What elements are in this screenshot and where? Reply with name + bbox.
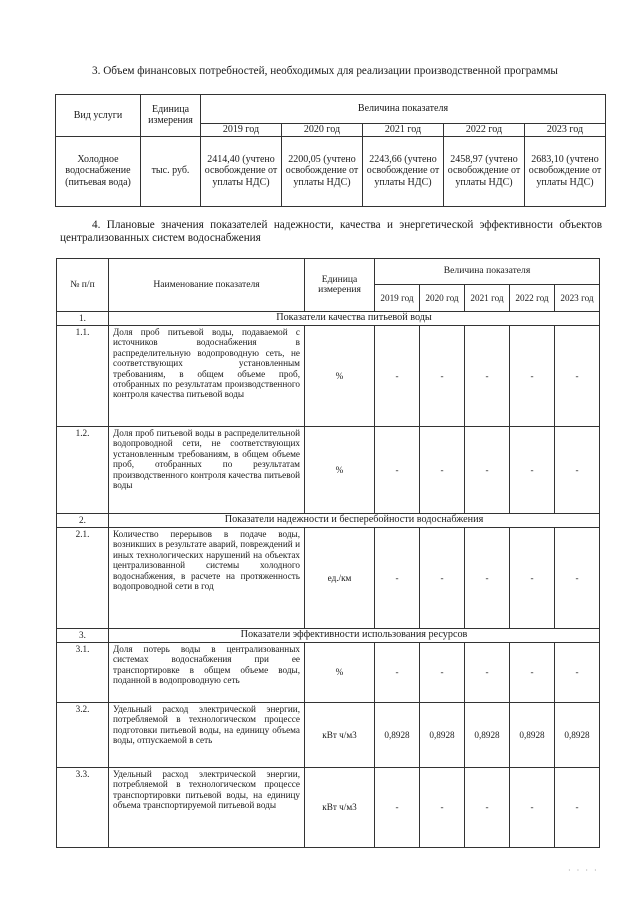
- indicator-value: 0,8928: [510, 703, 555, 768]
- section-title: Показатели надежности и бесперебойности водоснабжения: [109, 514, 600, 528]
- section-row: [57, 312, 600, 326]
- year-header: 2023 год: [525, 124, 606, 137]
- indicator-value: -: [375, 643, 420, 703]
- indicator-value: 0,8928: [555, 703, 600, 768]
- indicator-value: -: [375, 326, 420, 427]
- header-unit: Единица измерения: [305, 259, 375, 312]
- table-row: [57, 703, 600, 768]
- row-number: 2.1.: [57, 528, 109, 629]
- section-3-heading: [60, 65, 602, 78]
- year-header: 2022 год: [510, 285, 555, 312]
- year-header: 2022 год: [444, 124, 525, 137]
- row-number: 1.2.: [57, 427, 109, 514]
- header-service: Вид услуги: [56, 95, 141, 137]
- indicator-value: 0,8928: [420, 703, 465, 768]
- indicator-value: -: [510, 326, 555, 427]
- table-row: [57, 768, 600, 848]
- section-number: 3.: [57, 629, 109, 643]
- table-row: [57, 326, 600, 427]
- section-4-heading: [60, 219, 602, 245]
- indicator-unit: кВт ч/м3: [305, 703, 375, 768]
- indicator-value: 0,8928: [465, 703, 510, 768]
- indicator-name: Доля потерь воды в централизованных системах водоснабжения при ее транспортировке в общем объеме воды, поданной в водопроводную сеть: [109, 643, 305, 703]
- header-name: Наименование показателя: [109, 259, 305, 312]
- header-unit: Единица измерения: [141, 95, 201, 137]
- section-title: Показатели качества питьевой воды: [109, 312, 600, 326]
- header-value: Величина показателя: [201, 95, 606, 124]
- indicator-value: -: [555, 768, 600, 848]
- year-header: 2023 год: [555, 285, 600, 312]
- row-number: 1.1.: [57, 326, 109, 427]
- unit-value: тыс. руб.: [141, 136, 201, 206]
- indicator-name: Удельный расход электрической энергии, потребляемой в технологическом процессе транспортировки питьевой воды, на единицу объема транспортируемой питьевой воды: [109, 768, 305, 848]
- section-4-number: 4.: [92, 219, 101, 231]
- financial-value: 2414,40 (учтено освобождение от уплаты НДС): [201, 136, 282, 206]
- indicator-value: -: [375, 528, 420, 629]
- indicator-value: -: [465, 326, 510, 427]
- financial-value: 2200,05 (учтено освобождение от уплаты НДС): [282, 136, 363, 206]
- year-header: 2019 год: [375, 285, 420, 312]
- indicator-value: -: [375, 768, 420, 848]
- year-header: 2021 год: [363, 124, 444, 137]
- indicator-name: Доля проб питьевой воды, подаваемой с источников водоснабжения в распределительную водопроводную сеть, не соответствующих установленным требованиям, в общем объеме проб, отобранных по результатам производственного контроля качества питьевой воды: [109, 326, 305, 427]
- indicator-value: -: [555, 326, 600, 427]
- service-name: Холодное водоснабжение (питьевая вода): [56, 136, 141, 206]
- indicator-value: -: [420, 768, 465, 848]
- indicator-value: -: [420, 427, 465, 514]
- section-row: [57, 629, 600, 643]
- header-num: № п/п: [57, 259, 109, 312]
- section-number: 2.: [57, 514, 109, 528]
- financial-value: 2458,97 (учтено освобождение от уплаты НДС): [444, 136, 525, 206]
- financial-needs-table: [55, 94, 606, 207]
- table-row: [57, 528, 600, 629]
- indicator-value: -: [465, 427, 510, 514]
- indicator-value: -: [510, 643, 555, 703]
- table-row: [57, 643, 600, 703]
- indicator-name: Доля проб питьевой воды в распределительной водопроводной сети, не соответствующих установленным требованиям, в общем объеме проб, отобранных по результатам производственного контроля качества питьевой воды: [109, 427, 305, 514]
- year-header: 2020 год: [282, 124, 363, 137]
- indicator-value: -: [465, 768, 510, 848]
- section-number: 1.: [57, 312, 109, 326]
- indicator-value: -: [555, 427, 600, 514]
- indicator-value: -: [465, 643, 510, 703]
- indicator-value: -: [420, 528, 465, 629]
- indicator-name: Удельный расход электрической энергии, потребляемой в технологическом процессе подготовки питьевой воды, на единицу объема воды, отпускаемой в сеть: [109, 703, 305, 768]
- financial-value: 2243,66 (учтено освобождение от уплаты НДС): [363, 136, 444, 206]
- indicator-value: -: [510, 427, 555, 514]
- indicator-unit: %: [305, 643, 375, 703]
- row-number: 3.1.: [57, 643, 109, 703]
- section-3-number: 3.: [92, 65, 101, 77]
- header-value: Величина показателя: [375, 259, 600, 285]
- indicator-unit: %: [305, 326, 375, 427]
- indicator-unit: %: [305, 427, 375, 514]
- section-title: Показатели эффективности использования ресурсов: [109, 629, 600, 643]
- indicators-table: [56, 258, 600, 848]
- indicator-value: -: [555, 528, 600, 629]
- year-header: 2021 год: [465, 285, 510, 312]
- indicator-value: -: [375, 427, 420, 514]
- section-row: [57, 514, 600, 528]
- row-number: 3.3.: [57, 768, 109, 848]
- scan-artifact-dots: · · · ·: [568, 866, 599, 875]
- indicator-unit: кВт ч/м3: [305, 768, 375, 848]
- row-number: 3.2.: [57, 703, 109, 768]
- indicator-value: -: [510, 528, 555, 629]
- indicator-name: Количество перерывов в подаче воды, возникших в результате аварий, повреждений и иных технологических нарушений на объектах централизованной системы холодного водоснабжения, в расчете на протяженность водопроводной сети в год: [109, 528, 305, 629]
- indicator-value: -: [465, 528, 510, 629]
- indicator-unit: ед./км: [305, 528, 375, 629]
- year-header: 2020 год: [420, 285, 465, 312]
- indicator-value: -: [420, 643, 465, 703]
- section-3-text: Объем финансовых потребностей, необходимых для реализации производственной программы: [103, 65, 558, 77]
- year-header: 2019 год: [201, 124, 282, 137]
- financial-value: 2683,10 (учтено освобождение от уплаты НДС): [525, 136, 606, 206]
- section-4-text: Плановые значения показателей надежности, качества и энергетической эффективности объектов централизованных систем водоснабжения: [60, 219, 603, 244]
- indicator-value: -: [555, 643, 600, 703]
- indicator-value: -: [420, 326, 465, 427]
- indicator-value: -: [510, 768, 555, 848]
- indicator-value: 0,8928: [375, 703, 420, 768]
- table-row: [57, 427, 600, 514]
